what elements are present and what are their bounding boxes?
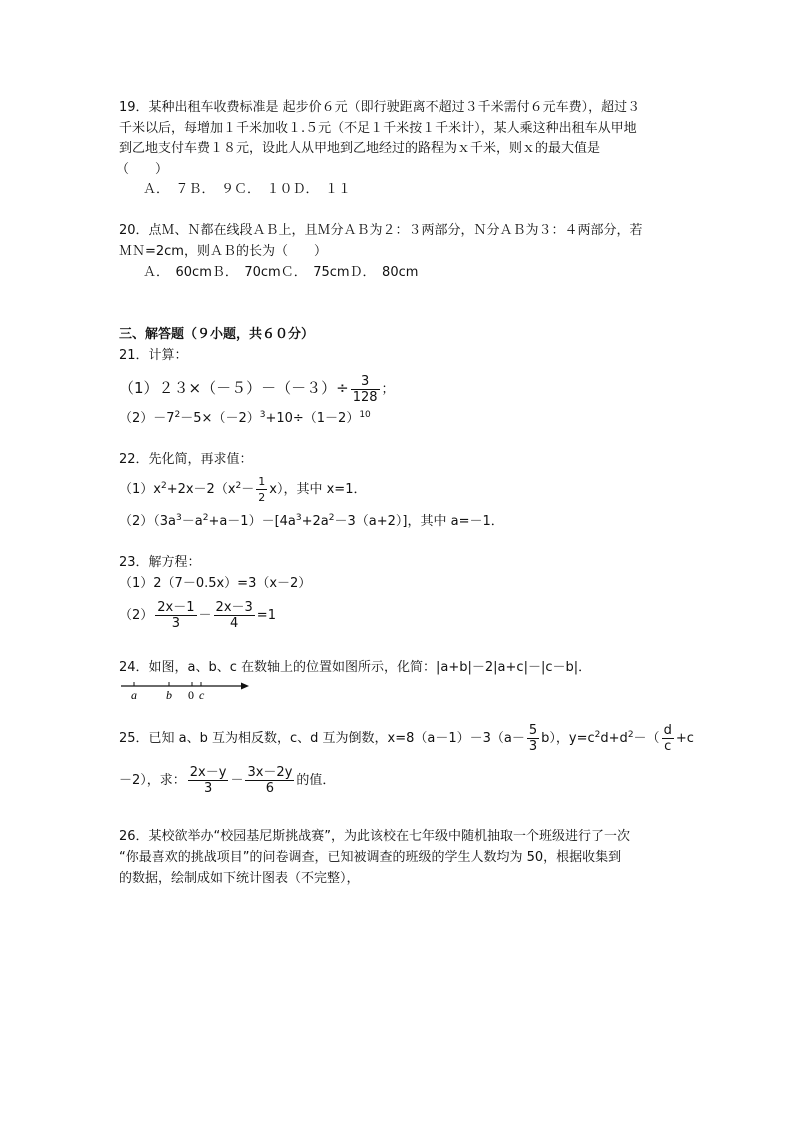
exponent: 2 bbox=[627, 730, 634, 740]
exponent: 2 bbox=[202, 513, 209, 523]
fraction-denominator: 3 bbox=[203, 781, 213, 796]
fraction-numerator: 2x－1 bbox=[157, 600, 195, 615]
q21-part2-b: －5×（－2） bbox=[180, 411, 260, 426]
number-line-figure bbox=[119, 678, 254, 702]
fraction-denominator: 128 bbox=[352, 390, 378, 405]
exponent: 3 bbox=[259, 410, 266, 420]
q25-line2-b: 的值． bbox=[296, 773, 336, 788]
q25-fraction-5-3 bbox=[527, 723, 539, 754]
q21-part2 bbox=[119, 411, 371, 427]
fraction-numerator: 2x－3 bbox=[215, 600, 253, 615]
fraction-denominator: 3 bbox=[528, 739, 538, 754]
q19-line1: 19．某种出租车收费标准是 起步价６元（即行驶距离不超过３千米需付６元车费），超过３ bbox=[119, 100, 641, 115]
label-b: b bbox=[166, 688, 172, 702]
q21-title: 21．计算： bbox=[119, 348, 188, 363]
q22-part2-a: （2）（3a bbox=[119, 514, 177, 529]
q21-part1 bbox=[119, 371, 395, 407]
q22-part1-d: x），其中 x=1． bbox=[269, 482, 367, 497]
fraction-numerator: 3x－2y bbox=[247, 765, 293, 780]
q22-part1-fraction bbox=[256, 474, 267, 505]
arrow-right-icon bbox=[241, 683, 249, 690]
q25-fraction-2 bbox=[245, 765, 294, 796]
exponent: 2 bbox=[328, 513, 335, 523]
exponent: 2 bbox=[594, 730, 601, 740]
fraction-numerator: 5 bbox=[528, 723, 538, 738]
q22-part2 bbox=[119, 514, 504, 530]
q20-line2: ＭＮ=2cm，则ＡＢ的长为（ ） bbox=[119, 244, 327, 259]
q25-fraction-1 bbox=[188, 765, 229, 796]
q25-line1-e: +c bbox=[675, 731, 694, 746]
q22-part1-c: － bbox=[241, 482, 255, 497]
q23-part1: （1）2（7－0.5x）=3（x－2） bbox=[119, 576, 312, 591]
q20-options: Ａ． 60cmＢ． 70cmＣ． 75cmＤ． 80cm bbox=[143, 265, 419, 280]
q24-text: 24．如图，a、b、c 在数轴上的位置如图所示，化简：|a+b|－2|a+c|－|c－b|． bbox=[119, 660, 592, 675]
number-line-svg bbox=[119, 678, 254, 702]
q22-part1-a: （1）x bbox=[119, 482, 161, 497]
fraction-numerator: d bbox=[663, 723, 672, 738]
q21-part1-suffix: ； bbox=[381, 382, 395, 397]
fraction-numerator: 2x－y bbox=[189, 765, 227, 780]
q25-line1 bbox=[119, 721, 694, 757]
q26-line3: 的数据，绘制成如下统计图表（不完整）， bbox=[119, 871, 360, 886]
q22-title: 22．先化简，再求值： bbox=[119, 452, 253, 467]
fraction-numerator: 3 bbox=[351, 374, 380, 390]
q25-fraction-d-c bbox=[662, 723, 674, 754]
q22-part2-b: －a bbox=[181, 514, 203, 529]
exponent: 2 bbox=[174, 410, 181, 420]
q23-part2 bbox=[119, 598, 276, 634]
q22-part2-d: +2a bbox=[301, 514, 329, 529]
exponent: 3 bbox=[176, 513, 182, 523]
q25-line1-d: －（ bbox=[633, 731, 660, 746]
fraction-denominator: 2 bbox=[258, 491, 266, 504]
q21-part2-c: +10÷（1－2） bbox=[265, 411, 360, 426]
q26-line2: “你最喜欢的挑战项目”的问卷调查，已知被调查的班级的学生人数均为 50，根据收集到 bbox=[119, 850, 622, 865]
fraction-denominator: 3 bbox=[171, 616, 181, 631]
q25-line2-a: －2），求： bbox=[119, 773, 186, 788]
q21-part1-fraction bbox=[351, 374, 380, 405]
fraction-denominator: 6 bbox=[265, 781, 275, 796]
q19-answer-bracket: （ ） bbox=[116, 162, 169, 177]
minus-sign: － bbox=[198, 608, 212, 623]
q25-line2 bbox=[119, 763, 335, 799]
q23-part2-prefix: （2） bbox=[119, 608, 154, 623]
q19-options: Ａ． ７Ｂ． ９Ｃ． １０Ｄ． １１ bbox=[143, 182, 352, 197]
section-title: 三、解答题（９小题，共６０分） bbox=[119, 327, 315, 342]
exponent: 2 bbox=[235, 481, 242, 491]
label-c: c bbox=[199, 688, 205, 702]
q22-part1-b: +2x－2（x bbox=[166, 482, 236, 497]
q25-line1-a: 25．已知 a、b 互为相反数，c、d 互为倒数，x=8（a－1）－3（a－ bbox=[119, 731, 525, 746]
q23-fraction-2 bbox=[214, 600, 255, 631]
q21-part1-prefix: （1）２３×（－５）－（－３）÷ bbox=[119, 379, 349, 397]
exponent: 2 bbox=[160, 481, 167, 491]
q25-line1-c: d+d bbox=[600, 731, 628, 746]
q23-title: 23．解方程： bbox=[119, 555, 201, 570]
exponent: 10 bbox=[359, 410, 371, 420]
q19-line3: 到乙地支付车费１８元，设此人从甲地到乙地经过的路程为ｘ千米，则ｘ的最大值是 bbox=[119, 141, 601, 156]
fraction-denominator: 4 bbox=[230, 616, 239, 631]
q21-part2-a: （2）－7 bbox=[119, 411, 175, 426]
q23-part2-suffix: =1 bbox=[256, 608, 276, 623]
q25-line1-b: b），y=c bbox=[541, 731, 595, 746]
q19-line2: 千米以后，每增加１千米加收１.５元（不足１千米按１千米计），某人乘这种出租车从甲地 bbox=[119, 121, 637, 136]
label-a: a bbox=[131, 688, 137, 702]
q22-part1 bbox=[119, 473, 366, 507]
exponent: 3 bbox=[295, 513, 302, 523]
q23-fraction-1 bbox=[155, 600, 196, 631]
label-zero: 0 bbox=[188, 688, 194, 702]
q22-part2-e: －3（a+2）]，其中 a=－1． bbox=[334, 514, 504, 529]
minus-sign: － bbox=[230, 773, 244, 788]
fraction-denominator: c bbox=[664, 739, 672, 754]
fraction-numerator: 1 bbox=[258, 475, 266, 488]
q22-part2-c: +a－1）－[4a bbox=[208, 514, 296, 529]
q26-line1: 26．某校欲举办“校园基尼斯挑战赛”，为此该校在七年级中随机抽取一个班级进行了一次 bbox=[119, 829, 631, 844]
q20-line1: 20．点Ｍ、Ｎ都在线段ＡＢ上，且Ｍ分ＡＢ为２：３两部分，Ｎ分ＡＢ为３：４两部分，若 bbox=[119, 223, 643, 238]
